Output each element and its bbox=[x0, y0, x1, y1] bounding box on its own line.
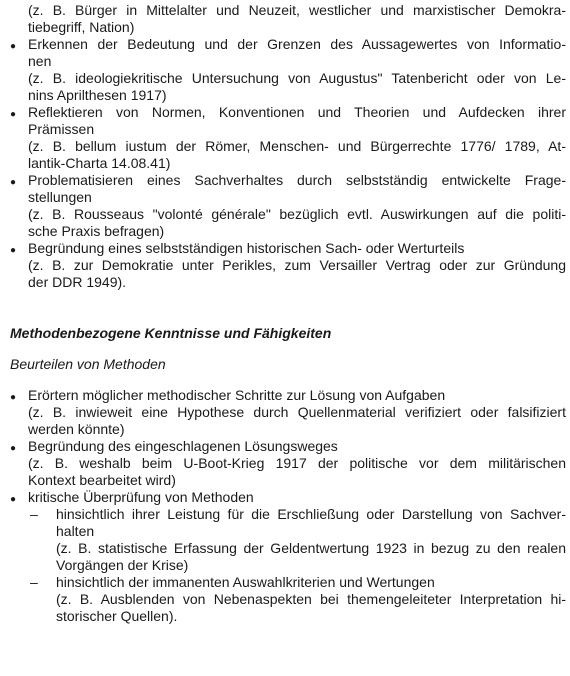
dash-icon: – bbox=[30, 574, 38, 590]
text-line: (z. B. Rousseaus "volonté générale" bezüglich evtl. Auswirkungen auf die politi- bbox=[28, 206, 566, 222]
text-line: Kontext bearbeitet wird) bbox=[28, 472, 176, 488]
dash-item bbox=[10, 506, 566, 574]
bullet-item bbox=[10, 387, 566, 438]
text-line: lantik-Charta 14.08.41) bbox=[28, 155, 171, 171]
dash-item bbox=[10, 574, 566, 625]
text-line: (z. B. inwieweit eine Hypothese durch Quellenmaterial verifiziert oder falsifiziert bbox=[28, 404, 566, 420]
text-line: Reflektieren von Normen, Konventionen und Theorien und Aufdecken ihrer bbox=[28, 104, 566, 120]
bullet-item bbox=[10, 104, 566, 172]
bullet-item bbox=[10, 489, 566, 506]
text-line: Begründung eines selbstständigen historischen Sach- oder Werturteils bbox=[28, 240, 465, 256]
text-line: (z. B. bellum iustum der Römer, Menschen- und Bürgerrechte 1776/ 1789, At- bbox=[28, 138, 566, 154]
text-line: werden könnte) bbox=[28, 421, 125, 437]
bullet-icon bbox=[10, 438, 28, 457]
text-line: Prämissen bbox=[28, 121, 95, 137]
text-line: Begründung des eingeschlagenen Lösungsweges bbox=[28, 438, 338, 454]
bullet-icon bbox=[10, 172, 28, 191]
text-line: Problematisieren eines Sachverhaltes durch selbstständig entwickelte Frage- bbox=[28, 172, 566, 188]
text-line: stellungen bbox=[28, 189, 92, 205]
text-line: (z. B. weshalb beim U-Boot-Krieg 1917 der politische vor dem militärischen bbox=[28, 455, 566, 471]
text-line: halten bbox=[56, 523, 95, 539]
text-line: (z. B. statistische Erfassung der Geldentwertung 1923 in bezug zu den realen bbox=[56, 540, 566, 556]
text-line: (z. B. Ausblenden von Nebenaspekten bei themengeleiteter Interpretation hi- bbox=[56, 591, 566, 607]
text-line: storischer Quellen). bbox=[56, 608, 178, 624]
bullet-icon bbox=[10, 387, 28, 406]
text-line: Vorgängen der Krise) bbox=[56, 557, 189, 573]
bullet-item bbox=[10, 172, 566, 240]
bullet-item bbox=[10, 438, 566, 489]
text-line: (z. B. ideologiekritische Untersuchung von Augustus" Tatenbericht oder von Le- bbox=[28, 70, 566, 86]
bullet-icon bbox=[10, 36, 28, 55]
section-subheading: Beurteilen von Methoden bbox=[10, 356, 166, 372]
text-line: nins Aprilthesen 1917) bbox=[28, 87, 167, 103]
text-line: der DDR 1949). bbox=[28, 274, 127, 290]
dash-icon: – bbox=[30, 506, 38, 522]
text-line: Erörtern möglicher methodischer Schritte zur Lösung von Aufgaben bbox=[28, 387, 446, 403]
bullet-item bbox=[10, 36, 566, 104]
text-line: (z. B. zur Demokratie unter Perikles, zum Versailler Vertrag oder zur Gründung bbox=[28, 257, 566, 273]
bullet-icon bbox=[10, 104, 28, 123]
text-line: nen bbox=[28, 53, 52, 69]
text-line: sche Praxis befragen) bbox=[28, 223, 165, 239]
text-line: (z. B. Bürger in Mittelalter und Neuzeit, westlicher und marxistischer Demokra- bbox=[28, 2, 566, 18]
text-line: Erkennen der Bedeutung und der Grenzen des Aussagewertes von Informatio- bbox=[28, 36, 566, 52]
bullet-item bbox=[10, 240, 566, 291]
text-line: kritische Überprüfung von Methoden bbox=[28, 489, 254, 505]
bullet-icon bbox=[10, 240, 28, 259]
text-line: hinsichtlich ihrer Leistung für die Erschließung oder Darstellung von Sachver- bbox=[56, 506, 566, 522]
text-line: hinsichtlich der immanenten Auswahlkriterien und Wertungen bbox=[56, 574, 435, 590]
intro-example bbox=[10, 2, 566, 36]
section-heading: Methodenbezogene Kenntnisse und Fähigkeiten bbox=[10, 325, 332, 341]
text-line: tiebegriff, Nation) bbox=[28, 19, 135, 35]
